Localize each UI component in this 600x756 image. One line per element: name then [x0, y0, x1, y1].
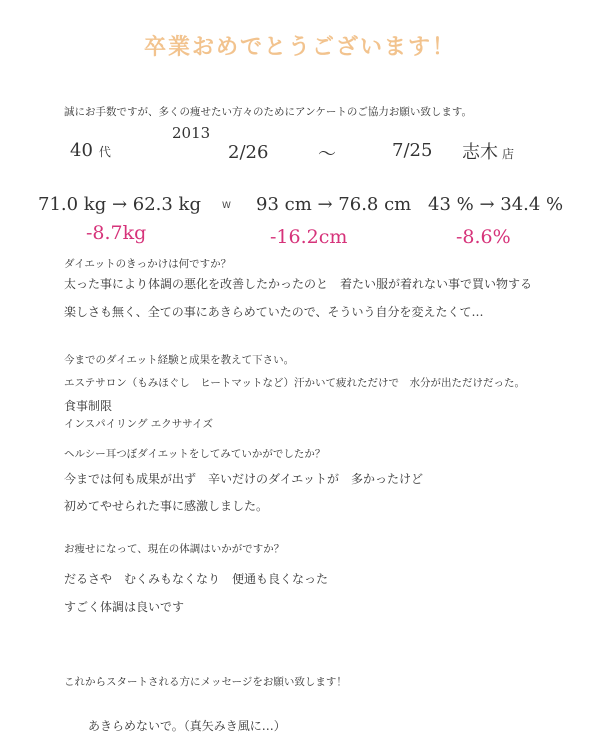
waist-label: W: [222, 201, 231, 211]
answer-message: あきらめないで。（真矢みき風に…）: [88, 719, 286, 733]
question-condition: お痩せになって、現在の体調はいかがですか？: [64, 543, 285, 555]
date-separator: ～: [318, 144, 336, 165]
weight-result: 71.0 kg → 62.3 kg: [38, 194, 201, 215]
question-experience-ear: ヘルシー耳つぼダイエットをしてみていかがでしたか？: [64, 448, 326, 460]
answer-trigger-line2: 楽しさも無く、全ての事にあきらめていたので、そういう自分を変えたくて…: [64, 305, 484, 319]
answer-condition-line1: だるさや むくみもなくなり 便通も良くなった: [64, 572, 329, 586]
question-trigger: ダイエットのきっかけは何ですか？: [64, 258, 232, 270]
age-suffix: 代: [98, 145, 111, 159]
answer-ear-line2: 初めてやせられた事に感激しました。: [64, 499, 269, 513]
intro-text: 誠にお手数ですが、多くの痩せたい方々のためにアンケートのご協力お願い致します。: [64, 106, 473, 118]
waist-result: 93 cm → 76.8 cm: [256, 194, 412, 215]
answer-experience-line3: インスパイリング エクササイズ: [64, 418, 213, 430]
page-title: 卒業おめでとうございます！: [143, 35, 456, 60]
question-experience: 今までのダイエット経験と成果を教えて下さい。: [64, 354, 295, 366]
answer-ear-line1: 今までは何も成果が出ず 辛いだけのダイエットが 多かったけど: [64, 472, 424, 486]
waist-loss: -16.2cm: [270, 226, 348, 248]
start-date: 2/26: [228, 142, 269, 163]
store-value: 志木: [462, 142, 498, 163]
answer-experience-line1: エステサロン（もみほぐし ヒートマットなど）汗かいて疲れただけで 水分が出ただけだった。: [64, 377, 525, 389]
year-value: 2013: [172, 124, 211, 142]
end-date: 7/25: [392, 140, 433, 161]
answer-trigger-line1: 太った事により体調の悪化を改善したかったのと 着たい服が着れない事で買い物する: [64, 277, 533, 291]
store-suffix: 店: [502, 147, 515, 161]
question-message: これからスタートされる方にメッセージをお願い致します！: [64, 676, 347, 688]
age-number: 40: [70, 140, 93, 161]
age-value: [70, 140, 111, 161]
answer-condition-line2: すごく体調は良いです: [64, 600, 185, 614]
store-name: [462, 138, 514, 164]
weight-loss: -8.7kg: [86, 222, 147, 244]
body-fat-result: 43 % → 34.4 %: [428, 194, 564, 215]
fat-loss: -8.6%: [456, 226, 511, 248]
answer-experience-line2: 食事制限: [64, 399, 113, 413]
